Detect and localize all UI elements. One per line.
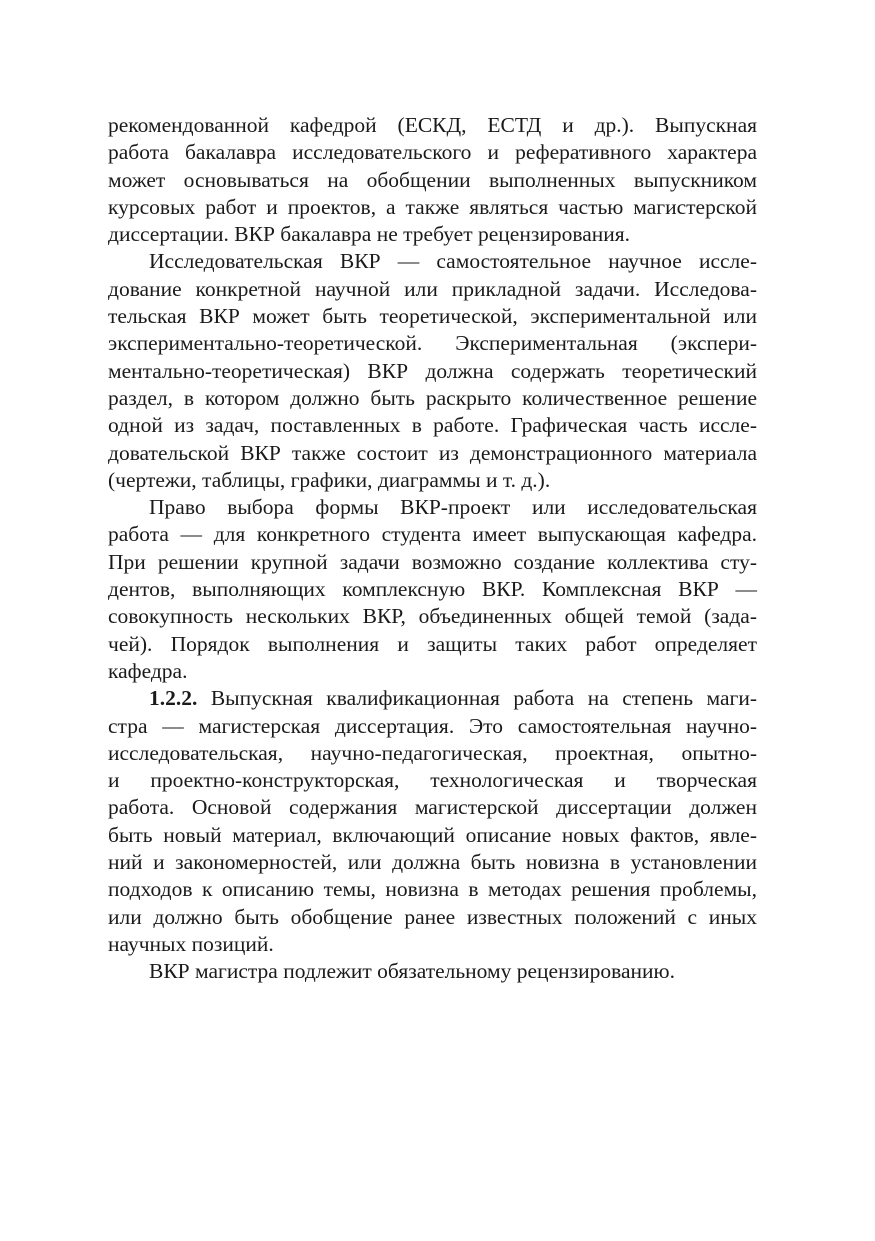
text-line: При решении крупной задачи возможно создание коллектива сту- xyxy=(108,549,757,574)
paragraph-2 xyxy=(108,248,757,494)
text-line: чей). Порядок выполнения и защиты таких работ определяет xyxy=(108,631,757,656)
text-line: работа. Основой содержания магистерской диссертации должен xyxy=(108,795,757,820)
text-line: Право выбора формы ВКР-проект или исследовательская xyxy=(149,495,757,520)
text-fragment: Выпускная квалификационная работа на степень маги- xyxy=(210,686,758,711)
text-line: работа бакалавра исследовательского и реферативного характера xyxy=(108,140,757,165)
paragraph-1 xyxy=(108,112,757,248)
section-number: 1.2.2. xyxy=(149,686,198,711)
text-line: кафедра. xyxy=(108,658,188,683)
text-line: исследовательская, научно-педагогическая, проектная, опытно- xyxy=(108,740,757,765)
text-line: быть новый материал, включающий описание новых фактов, явле- xyxy=(108,822,757,847)
text-line: дование конкретной научной или прикладной задачи. Исследова- xyxy=(108,276,757,301)
text-line: или должно быть обобщение ранее известных положений с иных xyxy=(108,904,757,929)
text-line: стра — магистерская диссертация. Это самостоятельная научно- xyxy=(108,713,757,738)
text-line: рекомендованной кафедрой (ЕСКД, ЕСТД и др.). Выпускная xyxy=(108,113,757,137)
text-line: научных позиций. xyxy=(108,931,274,956)
text-line: Исследовательская ВКР — самостоятельное научное иссле- xyxy=(149,249,757,274)
text-line: совокупность нескольких ВКР, объединенных общей темой (зада- xyxy=(108,604,757,629)
text-line: курсовых работ и проектов, а также являться частью магистерской xyxy=(108,194,757,219)
text-line: экспериментально-теоретической. Экспериментальная (экспери- xyxy=(108,331,757,356)
text-line: диссертации. ВКР бакалавра не требует рецензирования. xyxy=(108,222,631,247)
text-line xyxy=(108,685,757,712)
text-line: подходов к описанию темы, новизна в методах решения проблемы, xyxy=(108,877,757,902)
text-line: раздел, в котором должно быть раскрыто количественное решение xyxy=(108,385,757,410)
paragraph-4 xyxy=(108,685,757,958)
text-line: (чертежи, таблицы, графики, диаграммы и т. д.). xyxy=(108,467,551,492)
text-line: дентов, выполняющих комплексную ВКР. Комплексная ВКР — xyxy=(108,577,757,602)
paragraph-3 xyxy=(108,494,757,685)
text-line: довательской ВКР также состоит из демонстрационного материала xyxy=(108,440,757,465)
text-line: работа — для конкретного студента имеет выпускающая кафедра. xyxy=(108,522,757,547)
text-line: ментально-теоретическая) ВКР должна содержать теоретический xyxy=(108,358,757,383)
text-line: ний и закономерностей, или должна быть новизна в установлении xyxy=(108,850,757,875)
text-line: одной из задач, поставленных в работе. Графическая часть иссле- xyxy=(108,413,757,438)
text-line: и проектно-конструкторская, технологическая и творческая xyxy=(108,768,757,793)
document-page xyxy=(108,112,757,986)
paragraph-5 xyxy=(108,958,757,985)
text-line: ВКР магистра подлежит обязательному рецензированию. xyxy=(149,959,675,984)
text-line: тельская ВКР может быть теоретической, экспериментальной или xyxy=(108,304,757,329)
text-line: может основываться на обобщении выполненных выпускником xyxy=(108,167,757,192)
